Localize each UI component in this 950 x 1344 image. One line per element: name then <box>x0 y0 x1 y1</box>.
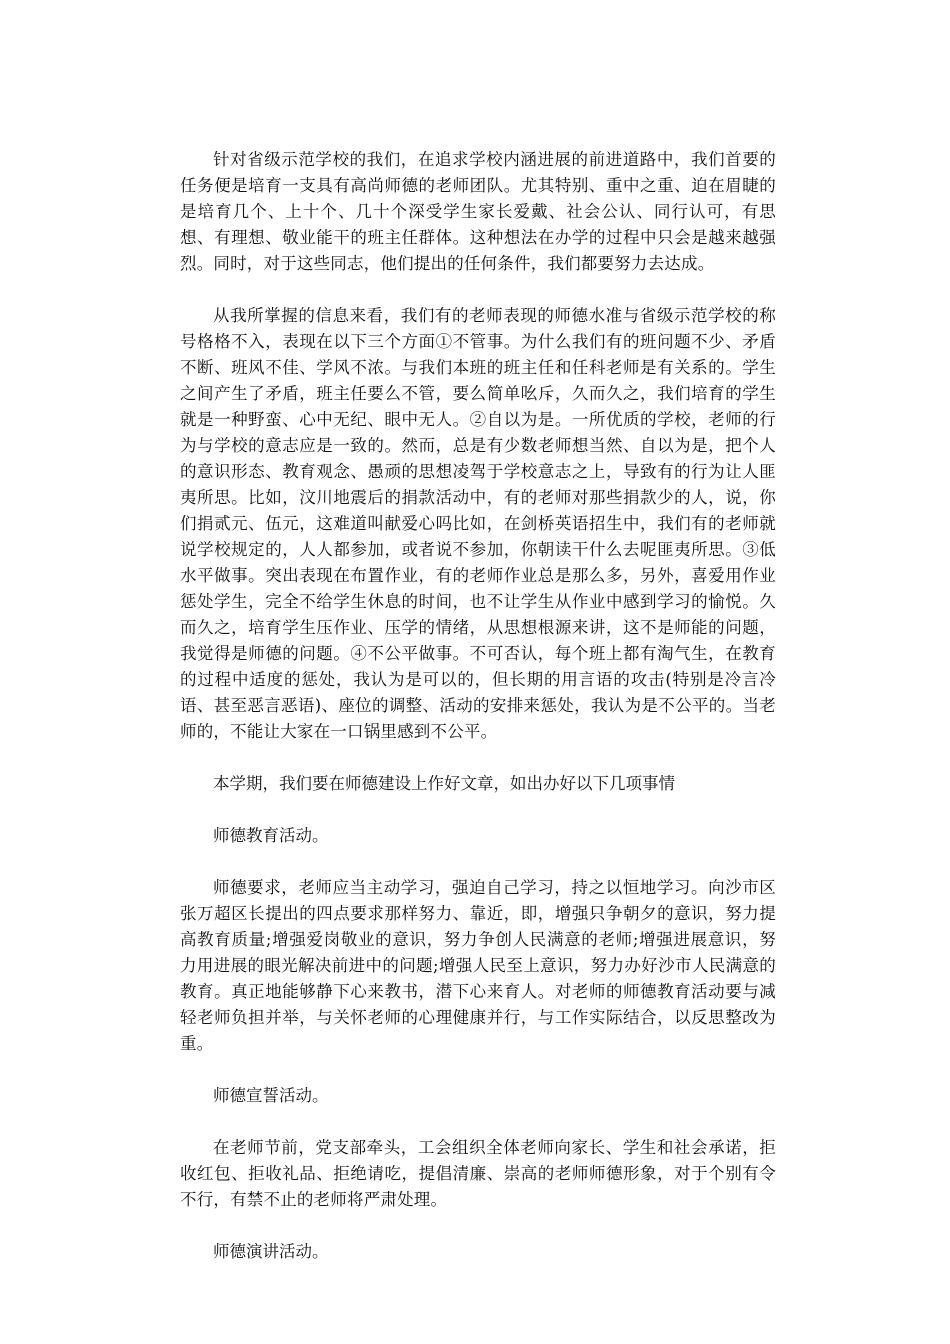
paragraph-oath: 在老师节前，党支部牵头，工会组织全体老师向家长、学生和社会承诺，拒收红包、拒收礼品、拒绝请吃，提倡清廉、崇高的老师师德形象，对于个别有令不行，有禁不止的老师将严肃处理。 <box>180 1138 776 1209</box>
section-heading-oath: 师德宣誓活动。 <box>213 1086 329 1105</box>
paragraph-semester-plan: 本学期，我们要在师德建设上作好文章，如出办好以下几项事情 <box>213 774 675 793</box>
document-body <box>180 147 776 1291</box>
paragraph-intro: 针对省级示范学校的我们，在追求学校内涵进展的前进道路中，我们首要的任务便是培育一支具有高尚师德的老师团队。尤其特别、重中之重、迫在眉睫的是培育几个、上十个、几十个深受学生家长爱戴、社会公认、同行认可，有思想、有理想、敬业能干的班主任群体。这种想法在办学的过程中只会是越来越强烈。同时，对于这些同志，他们提出的任何条件，我们都要努力去达成。 <box>180 150 776 273</box>
section-heading-speech: 师德演讲活动。 <box>213 1242 329 1261</box>
paragraph-problems: 从我所掌握的信息来看，我们有的老师表现的师德水准与省级示范学校的称号格格不入，表现在以下三个方面①不管事。为什么我们有的班问题不少、矛盾不断、班风不佳、学风不浓。与我们本班的班主任和任科老师是有关系的。学生之间产生了矛盾，班主任要么不管，要么简单吆斥，久而久之，我们培育的学生就是一种野蛮、心中无纪、眼中无人。②自以为是。一所优质的学校，老师的行为与学校的意志应是一致的。然而，总是有少数老师想当然、自以为是，把个人的意识形态、教育观念、愚顽的思想凌驾于学校意志之上，导致有的行为让人匪夷所思。比如，汶川地震后的捐款活动中，有的老师对那些捐款少的人，说，你们捐贰元、伍元，这难道叫献爱心吗比如，在剑桥英语招生中，我们有的老师就说学校规定的，人人都参加，或者说不参加，你朝读干什么去呢匪夷所思。③低水平做事。突出表现在布置作业，有的老师作业总是那么多，另外，喜爱用作业惩处学生，完全不给学生休息的时间，也不让学生从作业中感到学习的愉悦。久而久之，培育学生压作业、压学的情绪，从思想根源来讲，这不是师能的问题，我觉得是师德的问题。④不公平做事。不可否认，每个班上都有淘气生，在教育的过程中适度的惩处，我认为是可以的，但长期的用言语的攻击(特别是冷言冷语、甚至恶言恶语)、座位的调整、活动的安排来惩处，我认为是不公平的。当老师的，不能让大家在一口锅里感到不公平。 <box>180 306 776 741</box>
paragraph-education: 师德要求，老师应当主动学习，强迫自己学习，持之以恒地学习。向沙市区张万超区长提出的四点要求那样努力、靠近，即，增强只争朝夕的意识，努力提高教育质量;增强爱岗敬业的意识，努力争创人民满意的老师;增强进展意识，努力用进展的眼光解决前进中的问题;增强人民至上意识，努力办好沙市人民满意的教育。真正地能够静下心来教书，潜下心来育人。对老师的师德教育活动要与减轻老师负担并举，与关怀老师的心理健康并行，与工作实际结合，以反思整改为重。 <box>180 878 776 1053</box>
section-heading-education: 师德教育活动。 <box>213 826 329 845</box>
